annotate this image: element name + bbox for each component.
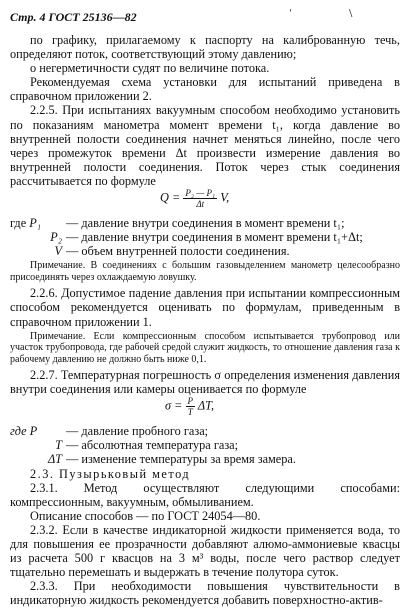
- formula-denominator: T: [187, 407, 193, 418]
- definitions-list: [10, 216, 400, 258]
- formula-lhs: Q =: [160, 190, 181, 205]
- definition-symbol: [10, 216, 66, 230]
- formula-temperature-error: [165, 396, 400, 424]
- definition-text: — давление внутри соединения в момент времени t₁+Δt;: [66, 230, 363, 245]
- definition-symbol: где P: [10, 424, 38, 439]
- definition-row: [10, 216, 400, 230]
- scan-mark: \: [349, 8, 353, 19]
- formula-lhs: σ =: [165, 398, 183, 413]
- definition-row: [10, 424, 400, 438]
- paragraph: 2.2.5. При испытаниях вакуумным способом необходимо установить по показаниям манометра момент времени t₁, когда давление во внутренней полости соединения начнет меняться линейно, после чего через промежуток времени Δt произвести измерение давления во внутренней полости соединения. Поток через стык соединения рассчитывается по формуле: [10, 103, 400, 188]
- paragraph: о негерметичности судят по величине потока.: [30, 61, 270, 76]
- formula-denominator: Δt: [196, 199, 205, 210]
- definition-symbol: P₂: [50, 230, 62, 245]
- document-body: [10, 33, 400, 608]
- definition-text: — абсолютная температура газа;: [66, 438, 239, 453]
- formula-rhs: ΔT,: [197, 398, 215, 413]
- note: Примечание. В соединениях с большим газовыделением манометр целесообразно присоединять через охлаждаемую ловушку.: [10, 260, 400, 283]
- definition-text: — давление пробного газа;: [66, 424, 209, 439]
- formula-numerator: P: [187, 396, 194, 407]
- paragraph: 2.2.7. Температурная погрешность σ определения изменения давления внутри соединения или камеры оценивается по формуле: [10, 368, 400, 397]
- page-header: Стр. 4 ГОСТ 25136—82: [10, 10, 137, 24]
- definition-symbol: ΔT: [47, 452, 62, 467]
- paragraph: 2.3.1. Метод осуществляют следующими способами: компрессионным, вакуумным, обмыливанием.: [10, 480, 400, 509]
- definition-row: [10, 452, 400, 466]
- section-heading: 2.3. Пузырьковый метод: [30, 466, 191, 481]
- definition-text: — объем внутренней полости соединения.: [66, 244, 290, 259]
- definition-symbol: T: [55, 438, 62, 453]
- definition-symbol: V: [54, 244, 62, 259]
- definition-row: [10, 230, 400, 244]
- note: Примечание. Если компрессионным способом испытывается трубопровод или участок трубопровода, где рабочей средой служит жидкость, то отношение давления газа к рабочему давлению не должно быть ниже 0,1.: [10, 330, 400, 365]
- paragraph: Описание способов — по ГОСТ 24054—80.: [30, 508, 261, 523]
- paragraph: Рекомендуемая схема установки для испытаний приведена в справочном приложении 2.: [10, 75, 400, 104]
- paragraph: 2.2.6. Допустимое падение давления при испытании компрессионным способом рекомендуется оценивать по формулам, приведенным в справочном приложении 1.: [10, 286, 400, 329]
- where-word: где: [10, 216, 27, 231]
- definition-text: — изменение температуры за время замера.: [66, 452, 296, 467]
- definition-row: [10, 244, 400, 258]
- formula-rhs: V,: [220, 190, 230, 205]
- symbol: P₁: [29, 216, 42, 231]
- paragraph: 2.3.2. Если в качестве индикаторной жидкости применяется вода, то для повышения ее прозрачности добавляют алюмо-аммониевые квасцы из расчета 500 г квасцов на 3 м³ воды, после чего раствор следует тщательно перемешать и выдержать в течение полутора суток.: [10, 522, 400, 580]
- scan-mark: ': [289, 8, 292, 19]
- formula-numerator: P₂ — P₁: [185, 188, 216, 199]
- formula-flow: [160, 188, 400, 216]
- paragraph: 2.3.3. При необходимости повышения чувствительности в индикаторную жидкость рекомендуется добавить поверхностно-актив-: [10, 579, 400, 608]
- paragraph: по графику, прилагаемому к паспорту на калиброванную течь, определяют поток, соответствующий этому давлению;: [10, 33, 400, 62]
- formula-fraction: [183, 188, 217, 209]
- definitions-list: [10, 424, 400, 466]
- definition-row: [10, 438, 400, 452]
- definition-text: — давление внутри соединения в момент времени t₁;: [66, 216, 345, 231]
- formula-fraction: [186, 396, 196, 417]
